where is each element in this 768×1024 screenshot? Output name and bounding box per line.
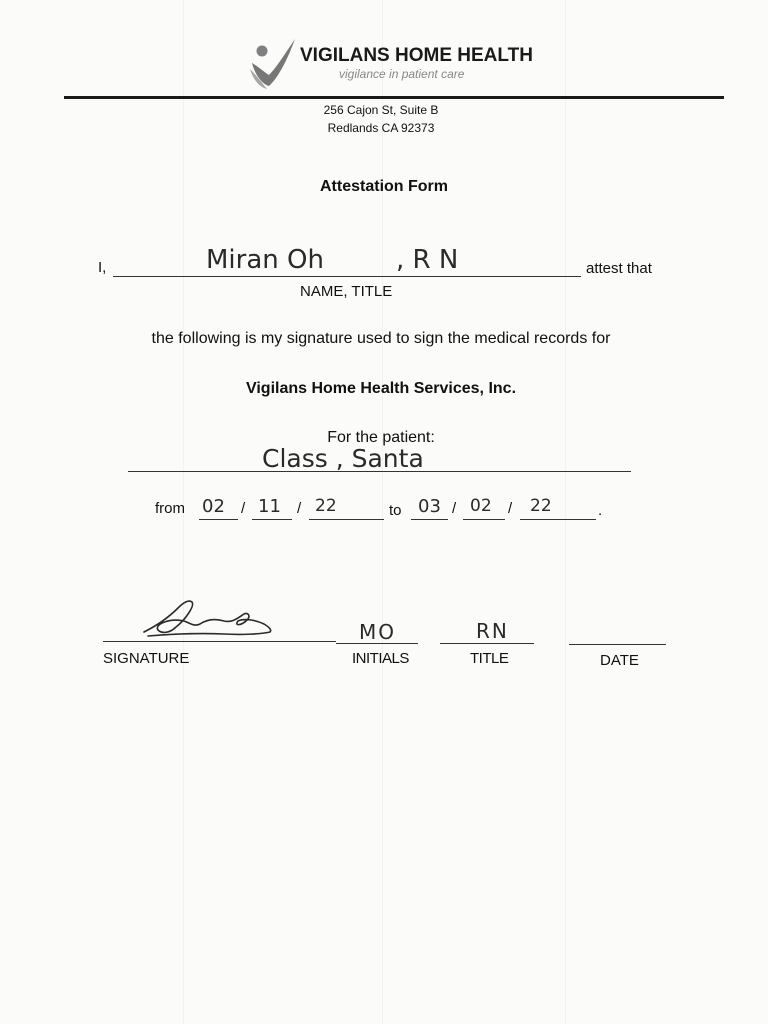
title-label: TITLE (470, 650, 509, 667)
from-label: from (155, 500, 185, 517)
date-separator: / (241, 500, 246, 517)
vigilans-logo-icon (246, 36, 298, 90)
title-line (440, 643, 534, 644)
header-divider (64, 96, 724, 99)
address-line-1: 256 Cajon St, Suite B (323, 103, 439, 117)
initials-label: INITIALS (352, 650, 409, 667)
initials-line (336, 643, 418, 644)
handwritten-name: Miran Oh (206, 245, 324, 275)
handwritten-title: , R N (396, 245, 459, 275)
from-month-line (199, 519, 238, 520)
handwritten-initials: MO (359, 620, 396, 644)
name-title-line (113, 276, 581, 277)
handwritten-patient-name: Class , Santa (262, 444, 424, 473)
to-month-line (411, 519, 448, 520)
name-prefix: I, (98, 259, 107, 276)
attestation-statement: the following is my signature used to sign the medical records for (151, 330, 611, 347)
to-year-line (520, 519, 596, 520)
from-day-line (252, 519, 292, 520)
signature-label: SIGNATURE (103, 650, 190, 667)
company-name: VIGILANS HOME HEALTH (300, 45, 533, 66)
to-day-line (463, 519, 505, 520)
to-year: 22 (530, 496, 552, 516)
scan-fold-line (565, 0, 566, 1024)
date-line (569, 644, 666, 645)
patient-label: For the patient: (327, 429, 435, 446)
from-year-line (309, 519, 384, 520)
date-period: . (598, 502, 603, 519)
to-month: 03 (418, 496, 441, 517)
company-full-name: Vigilans Home Health Services, Inc. (245, 380, 517, 397)
date-label: DATE (600, 652, 639, 669)
date-separator: / (508, 500, 513, 517)
company-tagline: vigilance in patient care (339, 67, 465, 81)
patient-line (128, 471, 631, 472)
address-line-2: Redlands CA 92373 (327, 121, 435, 135)
to-day: 02 (470, 496, 492, 516)
form-title: Attestation Form (320, 178, 448, 195)
handwritten-signature-icon (138, 596, 278, 642)
to-label: to (389, 502, 402, 519)
from-month: 02 (202, 496, 225, 517)
signature-line (103, 641, 336, 642)
scan-fold-line (382, 0, 383, 1024)
name-title-caption: NAME, TITLE (300, 283, 393, 300)
from-day: 11 (258, 496, 281, 517)
attest-text: attest that (586, 260, 652, 277)
date-separator: / (452, 500, 457, 517)
from-year: 22 (315, 496, 337, 516)
handwritten-signer-title: RN (476, 619, 509, 643)
date-separator: / (297, 500, 302, 517)
